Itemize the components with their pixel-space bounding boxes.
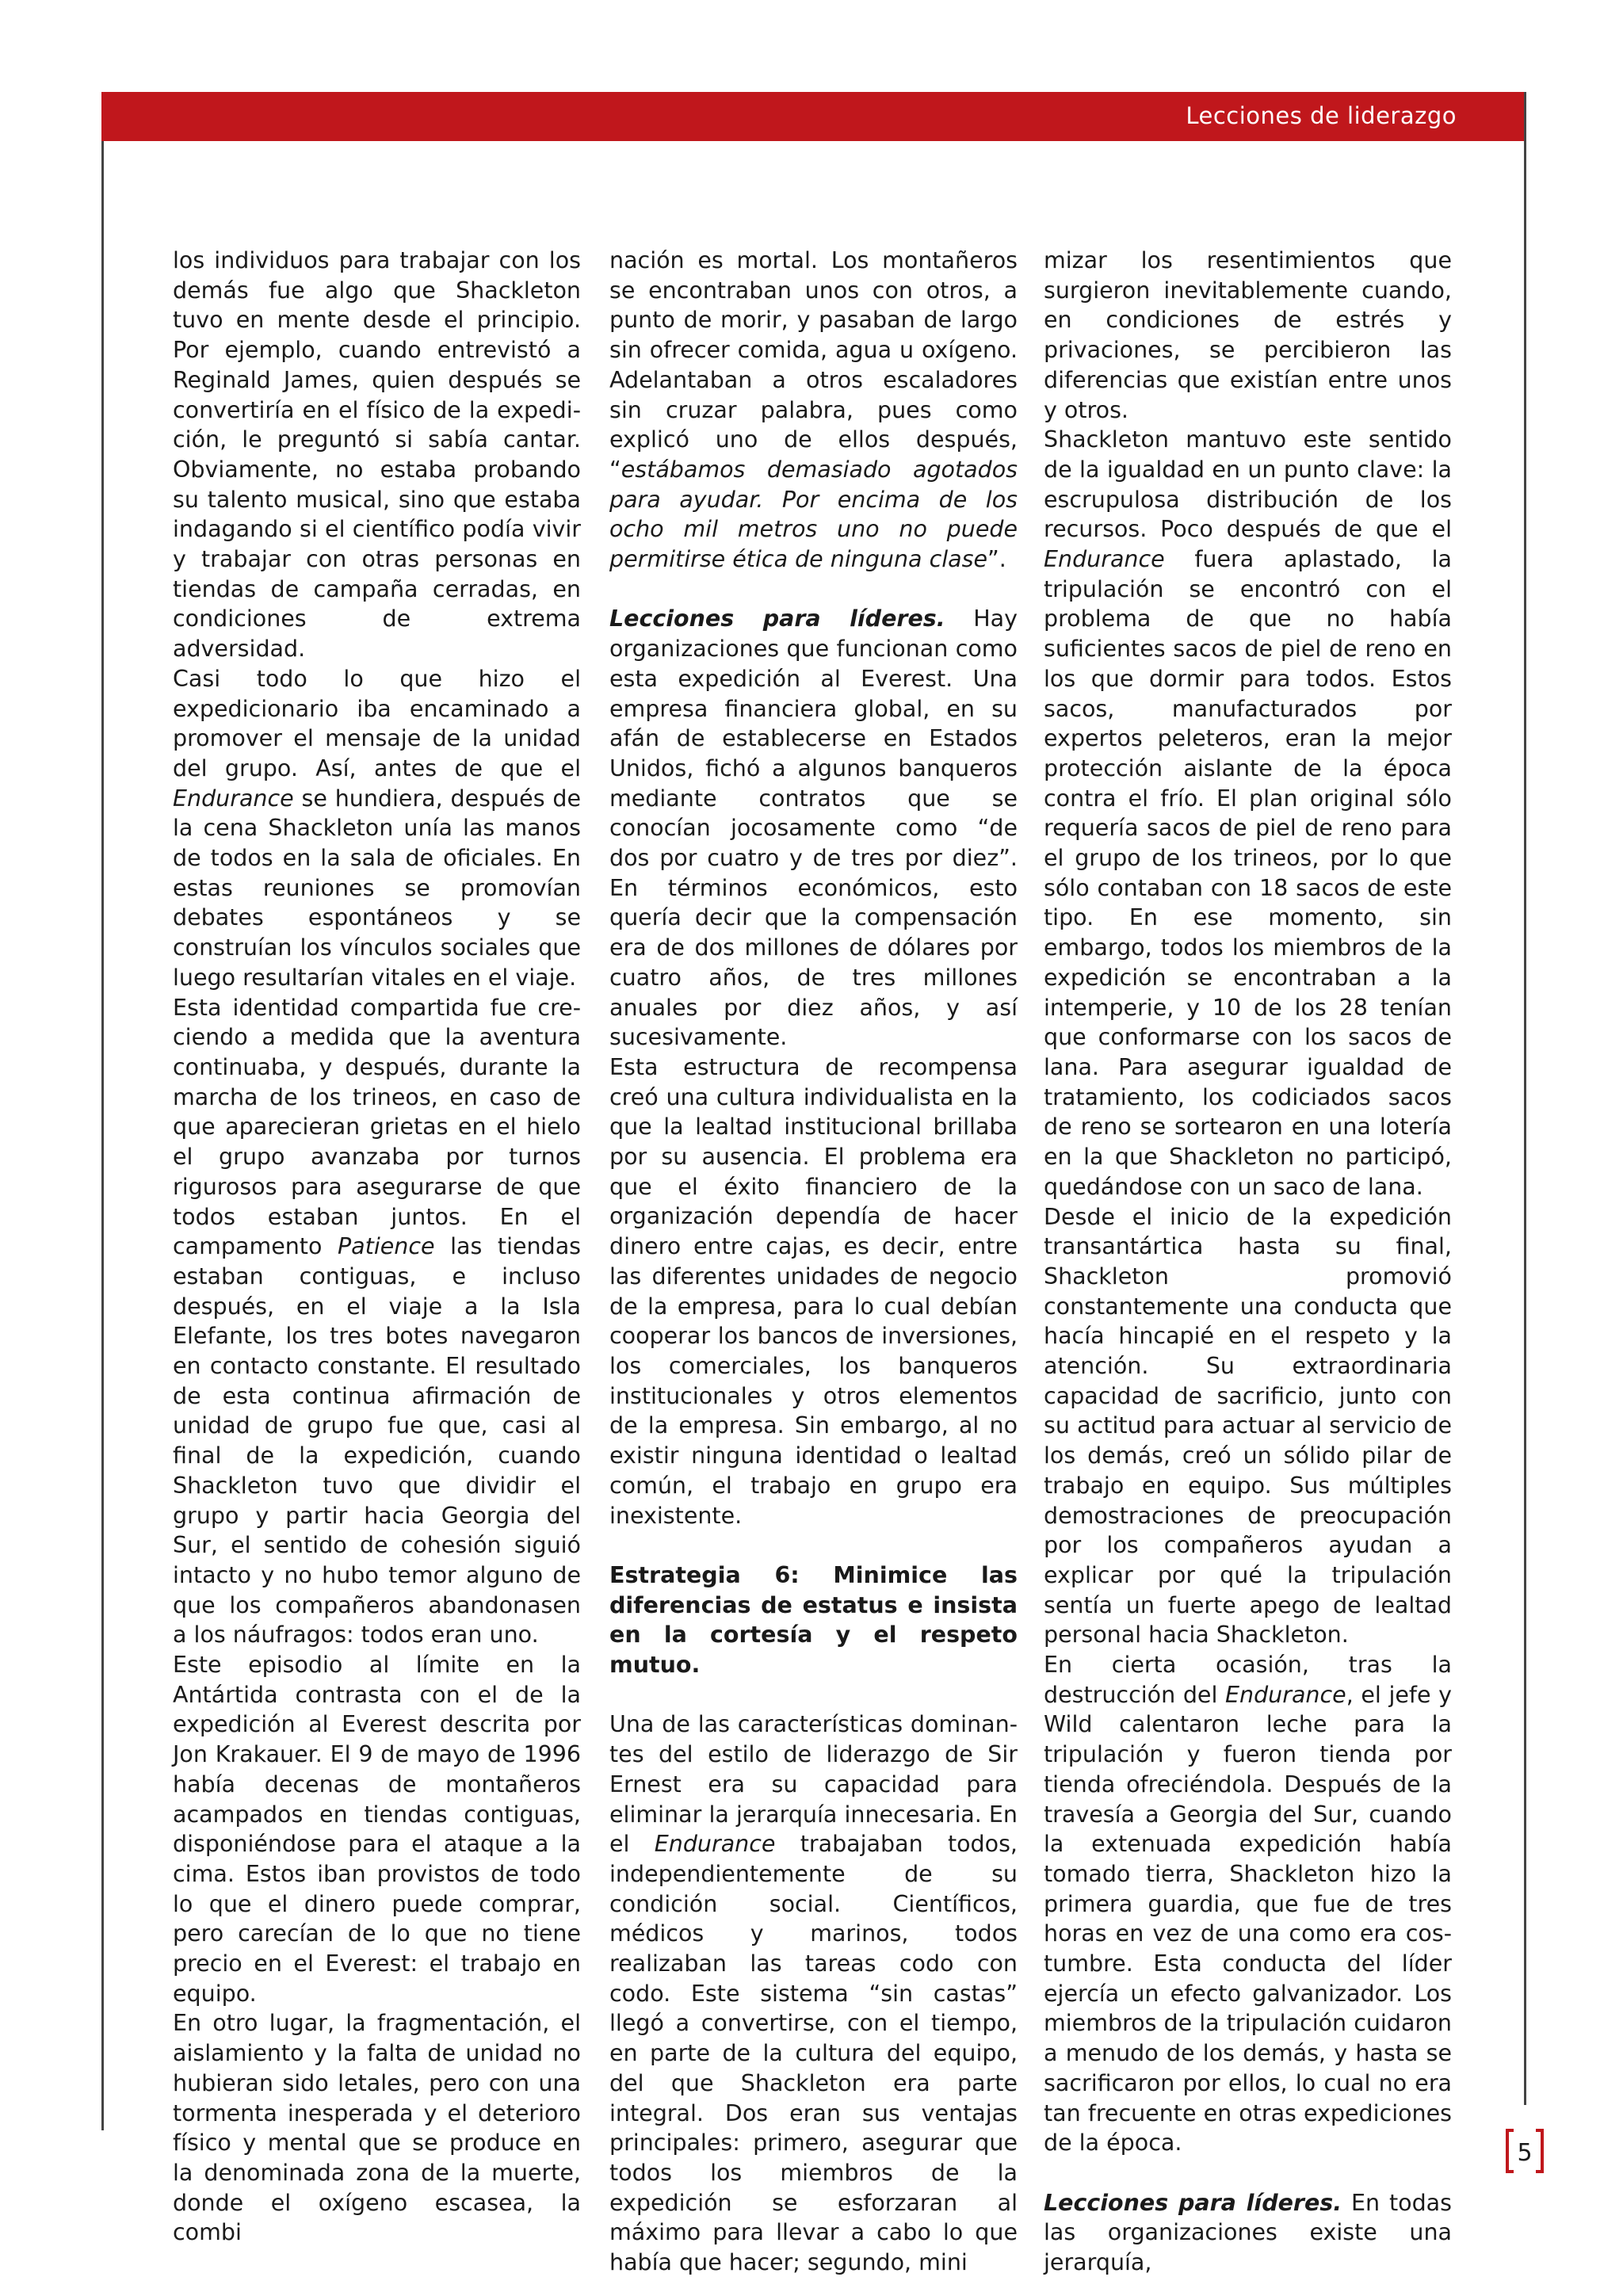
section-title: Lecciones de liderazgo [1186,102,1457,129]
lessons-label: Lecciones para líderes. [1044,2189,1342,2216]
paragraph: los individuos para trabajar con los demás fue algo que Shackleton tuvo en mente desde el principio. Por ejemplo, cuando entrevistó a Reginald James, quien después se convertiría en el físico de la expedición, le preguntó si sabía cantar. Obviamente, no estaba probando su talento musical, sino que estaba indagando si el científico podía vivir y trabajar con otras personas en tiendas de campaña cerradas, en condiciones de extrema adversidad. [173,247,581,663]
paragraph: Esta identidad compartida fue creciendo a medida que la aventura continuaba, y después, durante la marcha de los trineos, en caso de que aparecieran grietas en el hielo el grupo avanzaba por turnos rigurosos para asegurarse de que todos estaban juntos. En el campamento Patience las tiendas estaban contiguas, e incluso después, en el viaje a la Isla Elefante, los tres botes navegaron en contacto constante. El resultado de esta continua afirmación de unidad de grupo fue que, casi al final de la expedición, cuando Shackleton tuvo que dividir el grupo y partir hacia Georgia del Sur, el sentido de cohesión siguió intacto y no hubo temor alguno de que los compañeros abandonasen a los náufragos: todos eran uno. [173,994,582,1648]
right-frame-rule [1524,92,1526,2105]
paragraph: mizar los resentimientos que surgieron inevitablemente cuando, en condiciones de estrés y privaciones, se percibieron las diferencias que existían entre unos y otros. [1044,247,1452,423]
paragraph: nación es mortal. Los montañeros se encontraban unos con otros, a punto de morir, y pasaban de largo sin ofrecer comida, agua u oxígeno. Adelantaban a otros escaladores sin cruzar palabra, pues como explicó uno de ellos después, “estábamos demasiado agotados para ayudar. Por encima de los ocho mil metros uno no puede permitirse ética de ninguna clase”. [609,247,1018,573]
section-header-bar [101,92,1526,141]
strategy-heading: Estrategia 6: Minimice las diferencias de estatus e insista en la cortesía y el respeto mutuo. [609,1561,1018,1679]
ship-name: Endurance [654,1831,776,1858]
ship-name: Endurance [1044,546,1165,573]
quote: estábamos demasiado agotados para ayudar. Por encima de los ocho mil metros uno no puede permitirse ética de ninguna clase [609,456,1018,573]
text-column-3 [1044,246,1452,2278]
camp-name: Patience [338,1233,435,1260]
paragraph: Una de las características dominantes del estilo de liderazgo de Sir Ernest era su capacidad para eliminar la jerarquía innecesaria. En el Endurance trabajaban todos, independientemente de su condición social. Científicos, médicos y marinos, todos realizaban las tareas codo con codo. Este sistema “sin castas” llegó a convertirse, con el tiempo, en parte de la cultura del equipo, del que Shackleton era parte integral. Dos eran sus ventajas principales: primero, asegurar que todos los miembros de la expedición se esforzaran al máximo para llevar a cabo lo que había que hacer; segundo, mini [609,1711,1018,2276]
paragraph: Lecciones para líderes. En todas las organizaciones existe una jerarquía, [1044,2189,1452,2276]
ship-name: Endurance [1225,1681,1346,1708]
paragraph: En otro lugar, la fragmentación, el aislamiento y la falta de unidad no hubieran sido letales, pero con una tormenta inesperada y el deterioro físico y mental que se produce en la denominada zona de la muerte, donde el oxígeno escasea, la combi [173,2010,581,2246]
text-column-1 [173,246,581,2248]
right-bracket-icon [1536,2129,1544,2173]
paragraph: Desde el inicio de la expedición transantártica hasta su final, Shackleton promovió constantemente una conducta que hacía hincapié en el respeto y la atención. Su extraordinaria capacidad de sacrificio, junto con su actitud para actuar al servicio de los demás, creó un sólido pilar de trabajo en equipo. Sus múltiples demostraciones de preocupación por los compañeros ayudan a explicar por qué la tripulación sentía un fuerte apego de lealtad personal hacia Shackleton. [1044,1203,1452,1648]
paragraph: En cierta ocasión, tras la destrucción del Endurance, el jefe y Wild calentaron leche para la tripulación y fueron tienda por tienda ofreciéndola. Después de la travesía a Georgia del Sur, cuando la extenuada expedición había tomado tierra, Shackleton hizo la primera guardia, que fue de tres horas en vez de una como era costumbre. Esta conducta del líder ejercía un efecto galvanizador. Los miembros de la tripulación cuidaron a menudo de los demás, y hasta se sacrificaron por ellos, lo cual no era tan frecuente en otras expediciones de la época. [1044,1652,1452,2157]
paragraph: Shackleton mantuvo este sentido de la igualdad en un punto clave: la escrupulosa distribución de los recursos. Poco después de que el Endurance fuera aplastado, la tripulación se encontró con el problema de que no había suficientes sacos de piel de reno en los que dormir para todos. Estos sacos, manufacturados por expertos peleteros, eran la mejor protección aislante de la época contra el frío. El plan original sólo requería sacos de piel de reno para el grupo de los trineos, por lo que sólo contaban con 18 sacos de este tipo. En ese momento, sin embargo, todos los miembros de la expedición se encontraban a la intemperie, y 10 de los 28 tenían que conformarse con los sacos de lana. Para asegurar igualdad de tratamiento, los codiciados sacos de reno se sortearon en una lotería en la que Shackleton no participó, quedándose con un saco de lana. [1044,426,1452,1200]
left-bracket-icon [1506,2129,1514,2173]
lessons-label: Lecciones para líderes. [609,606,945,632]
paragraph: Este episodio al límite en la Antártida contrasta con el de la expedición al Everest descrita por Jon Krakauer. El 9 de mayo de 1996 había decenas de montañeros acampados en tiendas contiguas, disponiéndose para el ataque a la cima. Estos iban provistos de todo lo que el dinero puede comprar, pero carecían de lo que no tiene precio en el Everest: el trabajo en equipo. [173,1652,581,2007]
text-column-2 [609,246,1018,2278]
left-frame-rule [101,141,104,2130]
page-number: 5 [1506,2129,1544,2176]
paragraph: Lecciones para líderes. Hay organizaciones que funcionan como esta expedición al Everest. Una empresa financiera global, en su afán de establecerse en Estados Unidos, fichó a algunos banqueros mediante contratos que se conocían jocosamente como “de dos por cuatro y de tres por diez”. En términos económicos, esto quería decir que la compensación era de dos millones de dólares por cuatro años, de tres millones anuales por diez años, y así sucesivamente. [609,606,1018,1051]
paragraph: Esta estructura de recompensa creó una cultura individualista en la que la lealtad institucional brillaba por su ausencia. El problema era que el éxito financiero de la organización dependía de hacer dinero entre cajas, es decir, entre las diferentes unidades de negocio de la empresa, para lo cual debían cooperar los bancos de inversiones, los comerciales, los banqueros institucionales y otros elementos de la empresa. Sin embargo, al no existir ninguna identidad o lealtad común, el trabajo en grupo era inexistente. [609,1053,1018,1529]
ship-name: Endurance [173,785,294,812]
paragraph: Casi todo lo que hizo el expedicionario iba encaminado a promover el mensaje de la unidad del grupo. Así, antes de que el Endurance se hundiera, después de la cena Shackleton unía las manos de todos en la sala de oficiales. En estas reuniones se promovían debates espontáneos y se construían los vínculos sociales que luego resultarían vitales en el viaje. [173,665,581,991]
